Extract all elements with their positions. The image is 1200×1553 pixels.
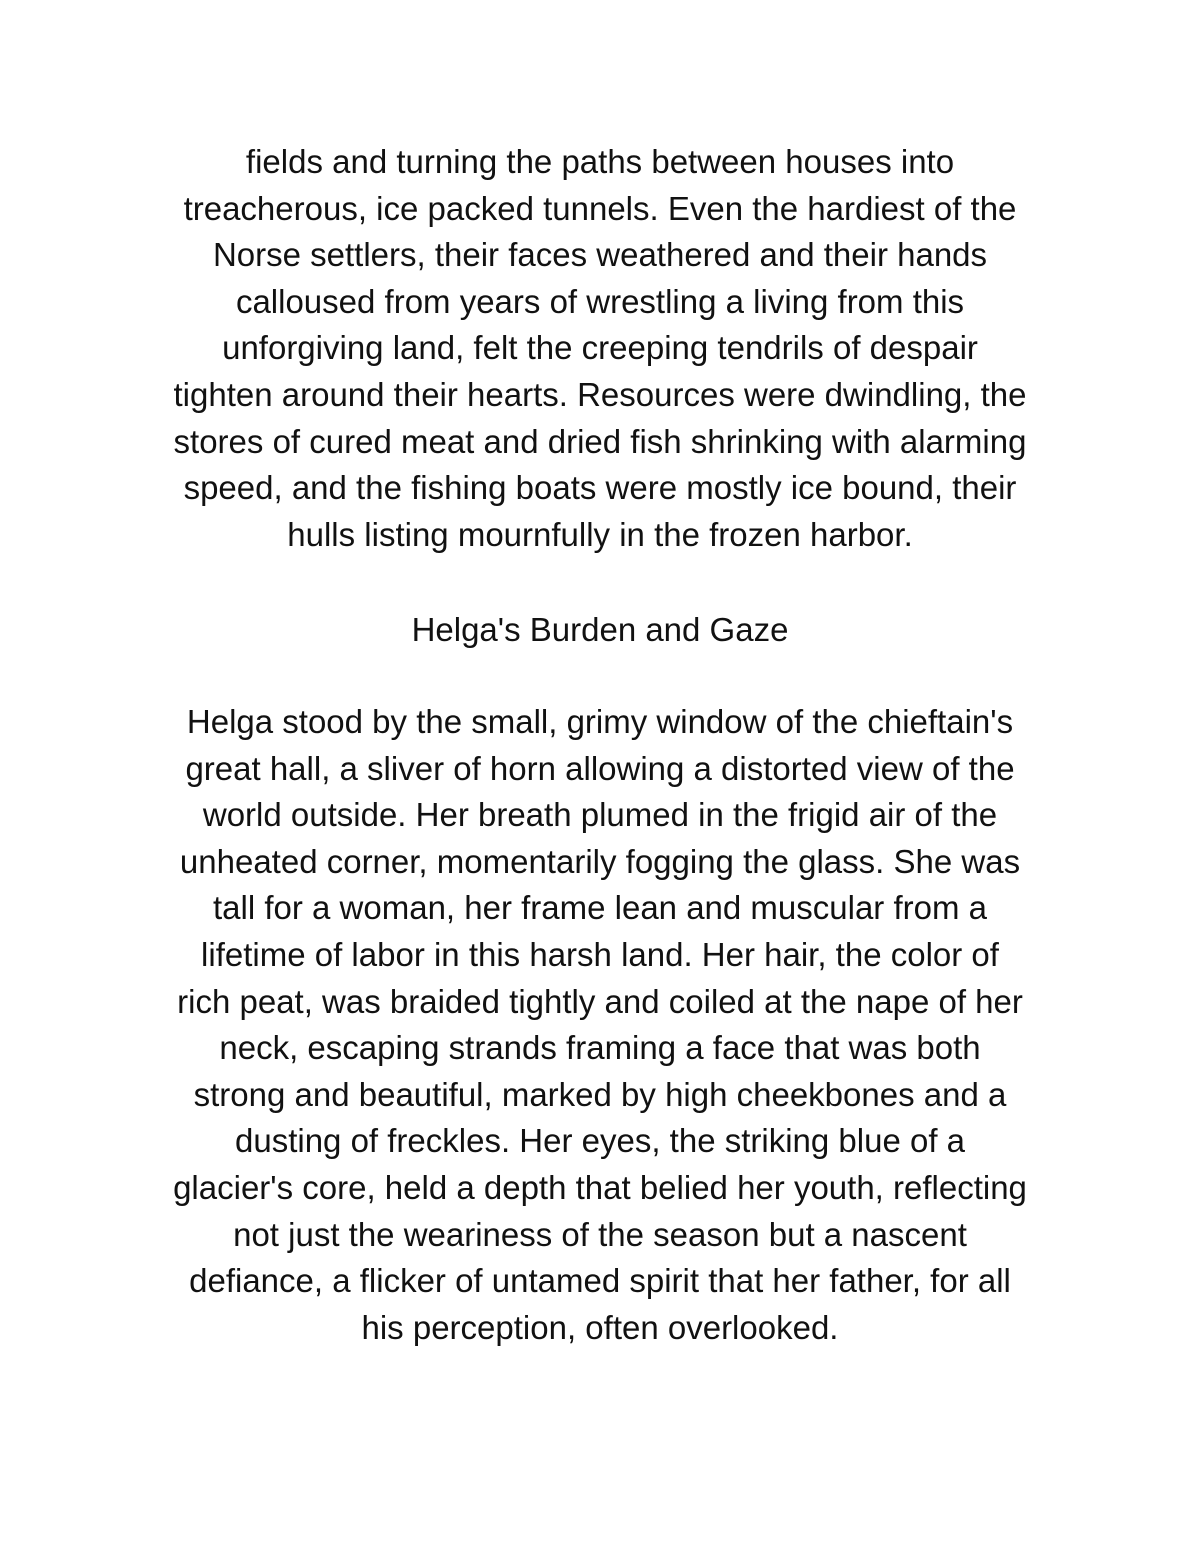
text-line: dusting of freckles. Her eyes, the striking blue of a <box>234 1122 966 1160</box>
text-line: world outside. Her breath plumed in the frigid air of the <box>202 796 998 834</box>
text-line: great hall, a sliver of horn allowing a distorted view of the <box>185 749 1015 787</box>
text-line: neck, escaping strands framing a face that was both <box>219 1029 981 1067</box>
text-line: rich peat, was braided tightly and coiled at the nape of her <box>177 982 1023 1020</box>
text-line: Helga stood by the small, grimy window of the chieftain's <box>186 703 1014 740</box>
text-line: Norse settlers, their faces weathered and their hands <box>212 236 988 274</box>
text-line: fields and turning the paths between houses into <box>245 143 955 180</box>
text-line: unforgiving land, felt the creeping tendrils of despair <box>222 329 978 367</box>
text-line: calloused from years of wrestling a living from this <box>235 282 965 320</box>
text-line: speed, and the fishing boats were mostly ice bound, their <box>183 469 1017 507</box>
text-line: tighten around their hearts. Resources were dwindling, the <box>173 375 1027 413</box>
text-line: unheated corner, momentarily fogging the glass. She was <box>179 842 1021 880</box>
text-line: hulls listing mournfully in the frozen harbor. <box>287 515 913 553</box>
text-line: tall for a woman, her frame lean and muscular from a <box>212 889 987 927</box>
section-heading: Helga's Burden and Gaze <box>411 611 789 648</box>
paragraph-2 <box>0 699 1200 1351</box>
text-line: his perception, often overlooked. <box>361 1308 839 1346</box>
text-line: glacier's core, held a depth that belied her youth, reflecting <box>173 1168 1027 1206</box>
text-line: treacherous, ice packed tunnels. Even the hardiest of the <box>183 189 1017 227</box>
text-line: strong and beautiful, marked by high cheekbones and a <box>193 1075 1007 1113</box>
paragraph-1 <box>0 139 1200 558</box>
section-heading-block <box>0 607 1200 654</box>
text-line: not just the weariness of the season but a nascent <box>233 1215 967 1253</box>
text-line: defiance, a flicker of untamed spirit that her father, for all <box>189 1262 1011 1300</box>
text-line: lifetime of labor in this harsh land. Her hair, the color of <box>201 935 999 973</box>
text-line: stores of cured meat and dried fish shrinking with alarming <box>173 422 1027 460</box>
